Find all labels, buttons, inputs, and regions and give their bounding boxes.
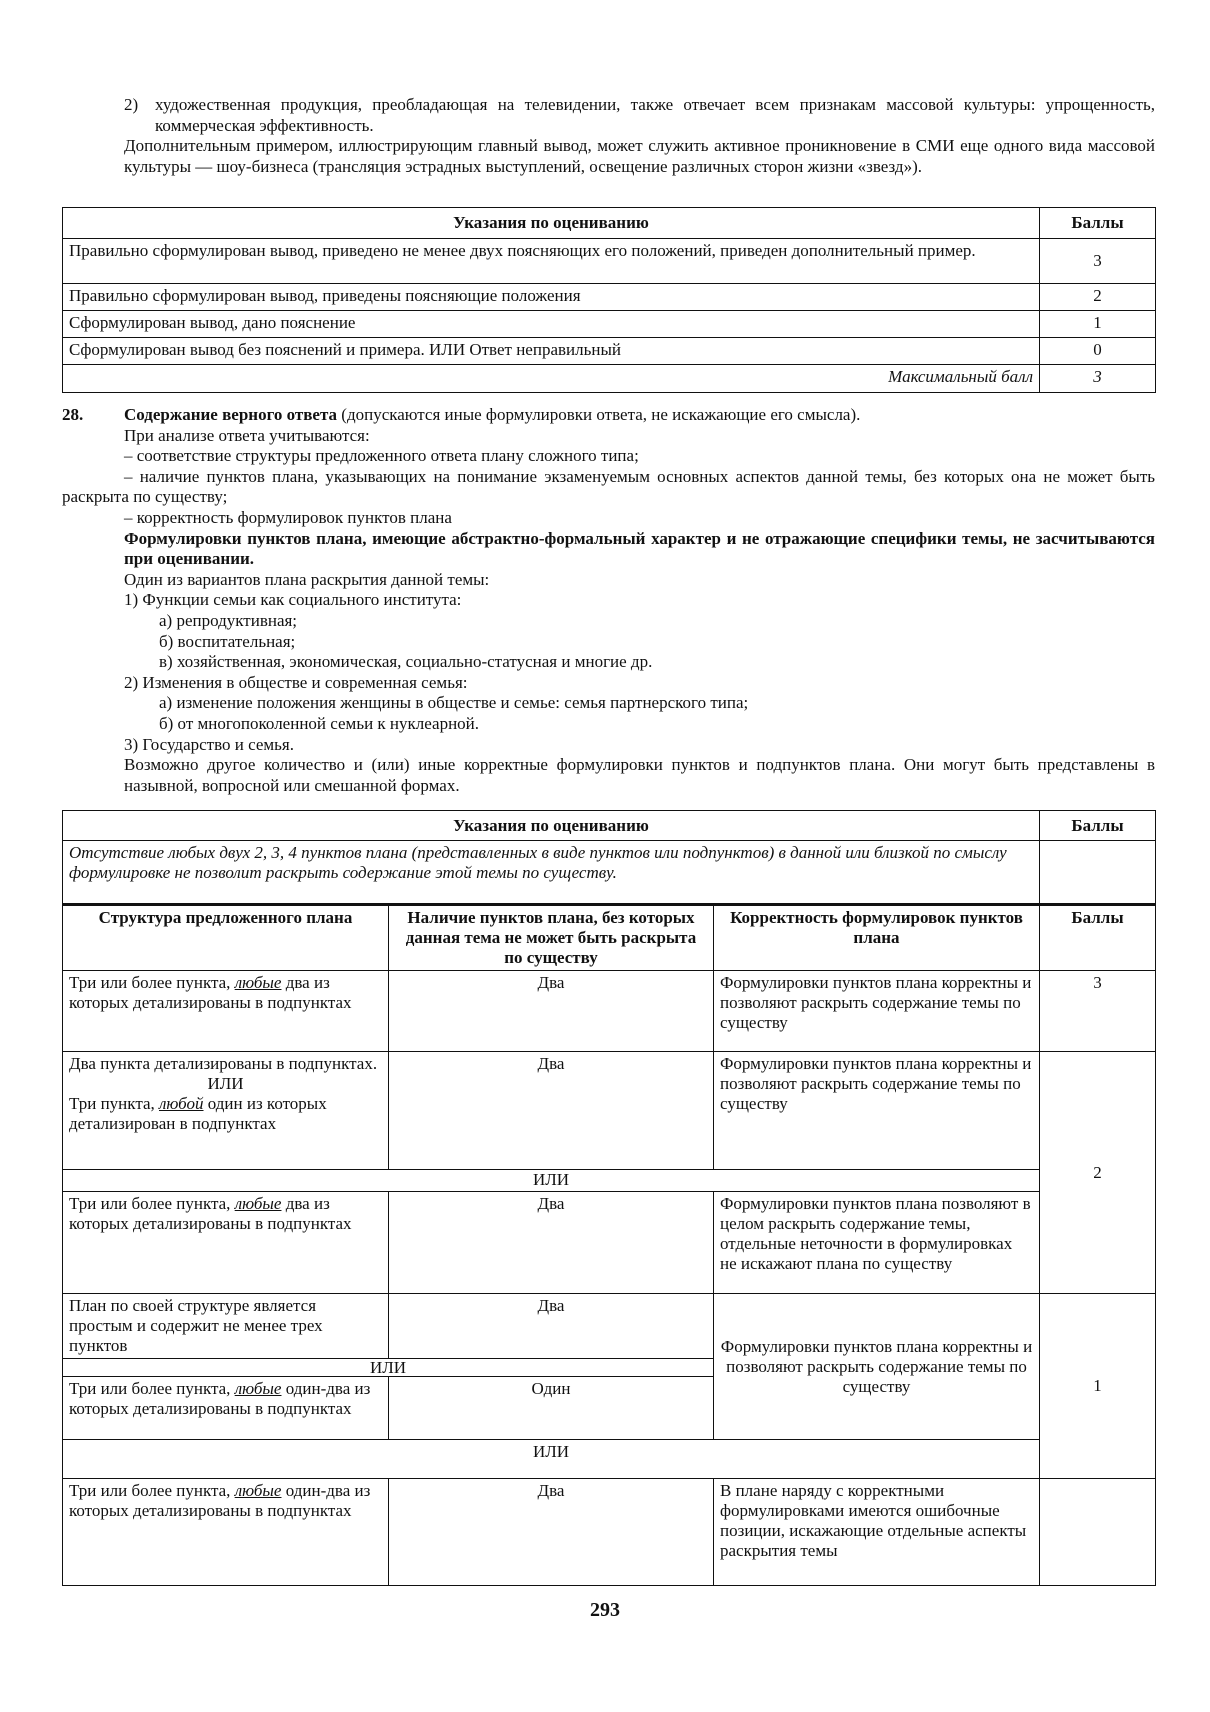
points-header: Баллы	[1040, 811, 1156, 841]
col-correctness: Корректность формулировок пунктов плана	[714, 905, 1040, 971]
key-items: Один	[389, 1377, 714, 1440]
analysis: При анализе ответа учитываются:	[124, 425, 370, 445]
correctness: Формулировки пунктов плана позволяют в целом раскрыть содержание темы, отдельные неточности в формулировках не искажают плана по существу	[714, 1192, 1040, 1294]
table-row	[63, 1479, 1156, 1586]
points: 2	[1040, 284, 1156, 311]
criterion-3: – корректность формулировок пунктов плана	[124, 507, 452, 527]
table-row	[63, 284, 1156, 311]
item-text: художественная продукция, преобладающая на телевидении, также отвечает всем признакам массовой культуры: упрощенность, коммерческая эффективность.	[155, 95, 1155, 135]
page-number: 293	[590, 1599, 620, 1621]
text: один из которых детализирован в подпунктах	[69, 1094, 327, 1133]
table-row	[63, 239, 1156, 284]
max-label: Максимальный балл	[63, 365, 1040, 393]
or-label: ИЛИ	[207, 1074, 244, 1093]
note: Возможно другое количество и (или) иные корректные формулировки пунктов и подпунктов плана. Они могут быть представлены в назывной, вопросной или смешанной формах.	[124, 755, 1155, 795]
emphasis: любые	[234, 973, 282, 992]
table-row	[63, 338, 1156, 365]
grading-table-28	[62, 810, 1156, 1586]
text: Три или более пункта,	[69, 973, 235, 992]
plan-subitem: б) от многопоколенной семьи к нуклеарной.	[159, 713, 480, 733]
correctness: В плане наряду с корректными формулировками имеются ошибочные позиции, искажающие отдельные аспекты раскрытия темы	[714, 1479, 1040, 1586]
points: 3	[1040, 971, 1156, 1052]
col-structure: Структура предложенного плана	[63, 905, 389, 971]
table-row	[63, 311, 1156, 338]
text: один-два из которых детализированы в подпунктах	[69, 1379, 371, 1418]
text: Три пункта,	[69, 1094, 159, 1113]
plan-subitem: а) изменение положения женщины в обществе и семье: семья партнерского типа;	[159, 693, 749, 713]
correctness: Формулировки пунктов плана корректны и позволяют раскрыть содержание темы по существу	[714, 1052, 1040, 1170]
text: один-два из которых детализированы в подпунктах	[69, 1481, 371, 1520]
correctness: Формулировки пунктов плана корректны и позволяют раскрыть содержание темы по существу	[714, 1294, 1040, 1440]
lead-rest: (допускаются иные формулировки ответа, не искажающие его смысла).	[337, 405, 861, 424]
key-items: Два	[389, 1192, 714, 1294]
criterion: Правильно сформулирован вывод, приведено не менее двух поясняющих его положений, приведен дополнительный пример.	[63, 239, 1040, 284]
empty-cell	[1040, 841, 1156, 905]
criterion: Сформулирован вывод, дано пояснение	[63, 311, 1040, 338]
structure	[63, 1052, 389, 1170]
text: Два пункта детализированы в подпунктах.	[69, 1054, 378, 1073]
table-row	[63, 971, 1156, 1052]
text: два из которых детализированы в подпунктах	[69, 973, 352, 1012]
points: 0	[1040, 338, 1156, 365]
points: 1	[1040, 311, 1156, 338]
col-points: Баллы	[1040, 905, 1156, 971]
criterion-1: – соответствие структуры предложенного ответа плану сложного типа;	[124, 446, 639, 466]
plan-subitem: б) воспитательная;	[159, 631, 296, 651]
or-label: ИЛИ	[63, 1170, 1040, 1192]
or-label: ИЛИ	[63, 1440, 1040, 1479]
text: Три или более пункта,	[69, 1194, 235, 1213]
grading-table-27	[62, 207, 1156, 393]
key-items: Два	[389, 1052, 714, 1170]
emphasis: любые	[234, 1379, 282, 1398]
intro-item-2	[124, 95, 1155, 136]
table-row	[63, 1192, 1156, 1294]
points-header: Баллы	[1040, 208, 1156, 239]
structure	[63, 971, 389, 1052]
intro-extra: Дополнительным примером, иллюстрирующим главный вывод, может служить активное проникновение в СМИ еще одного вида массовой культуры — шоу-бизнеса (трансляция эстрадных выступлений, освещение различных сторон жизни «звезд»).	[124, 136, 1155, 176]
warning: Формулировки пунктов плана, имеющие абстрактно-формальный характер и не отражающие специфики темы, не засчитываются при оценивании.	[124, 528, 1155, 569]
text: Три или более пункта,	[69, 1379, 235, 1398]
plan-subitem: в) хозяйственная, экономическая, социально-статусная и многие др.	[159, 652, 653, 672]
correctness: Формулировки пунктов плана корректны и позволяют раскрыть содержание темы по существу	[714, 971, 1040, 1052]
plan-item: 2) Изменения в обществе и современная семья:	[124, 672, 468, 692]
criterion-2: – наличие пунктов плана, указывающих на понимание экзаменуемым основных аспектов данной темы, без которых она не может быть раскрыта по существу;	[62, 466, 1155, 507]
key-items: Два	[389, 971, 714, 1052]
question-28	[62, 405, 1155, 796]
plan-subitem: а) репродуктивная;	[159, 610, 298, 630]
variant-intro: Один из вариантов плана раскрытия данной темы:	[124, 569, 490, 589]
structure	[63, 1377, 389, 1440]
points: 2	[1040, 1052, 1156, 1294]
plan-item: 3) Государство и семья.	[124, 734, 294, 754]
points: 1	[1040, 1294, 1156, 1479]
structure	[63, 1479, 389, 1586]
structure	[63, 1192, 389, 1294]
table-header: Указания по оцениванию	[63, 208, 1040, 239]
intro-text	[124, 95, 1155, 177]
table-row	[63, 1294, 1156, 1359]
max-points: 3	[1040, 365, 1156, 393]
or-label: ИЛИ	[63, 1359, 714, 1377]
points: 3	[1040, 239, 1156, 284]
q28-lead	[62, 405, 1155, 426]
italic-note: Отсутствие любых двух 2, 3, 4 пунктов плана (представленных в виде пунктов или подпунктов) в данной или близкой по смыслу формулировке не позволит раскрыть содержание этой темы по существу.	[63, 841, 1040, 905]
plan-item: 1) Функции семьи как социального института:	[124, 590, 462, 610]
structure: План по своей структуре является простым и содержит не менее трех пунктов	[63, 1294, 389, 1359]
points	[1040, 1479, 1156, 1586]
emphasis: любой	[159, 1094, 204, 1113]
item-number: 2)	[124, 95, 139, 114]
table-row	[63, 1052, 1156, 1170]
max-row	[63, 365, 1156, 393]
col-key-items: Наличие пунктов плана, без которых данная тема не может быть раскрыта по существу	[389, 905, 714, 971]
key-items: Два	[389, 1479, 714, 1586]
text: Три или более пункта,	[69, 1481, 235, 1500]
criterion: Правильно сформулирован вывод, приведены поясняющие положения	[63, 284, 1040, 311]
question-number: 28.	[62, 405, 84, 424]
text: два из которых детализированы в подпунктах	[69, 1194, 352, 1233]
lead-bold: Содержание верного ответа	[124, 405, 338, 424]
key-items: Два	[389, 1294, 714, 1359]
emphasis: любые	[234, 1481, 282, 1500]
emphasis: любые	[234, 1194, 282, 1213]
criterion: Сформулирован вывод без пояснений и примера. ИЛИ Ответ неправильный	[63, 338, 1040, 365]
table-header: Указания по оцениванию	[63, 811, 1040, 841]
